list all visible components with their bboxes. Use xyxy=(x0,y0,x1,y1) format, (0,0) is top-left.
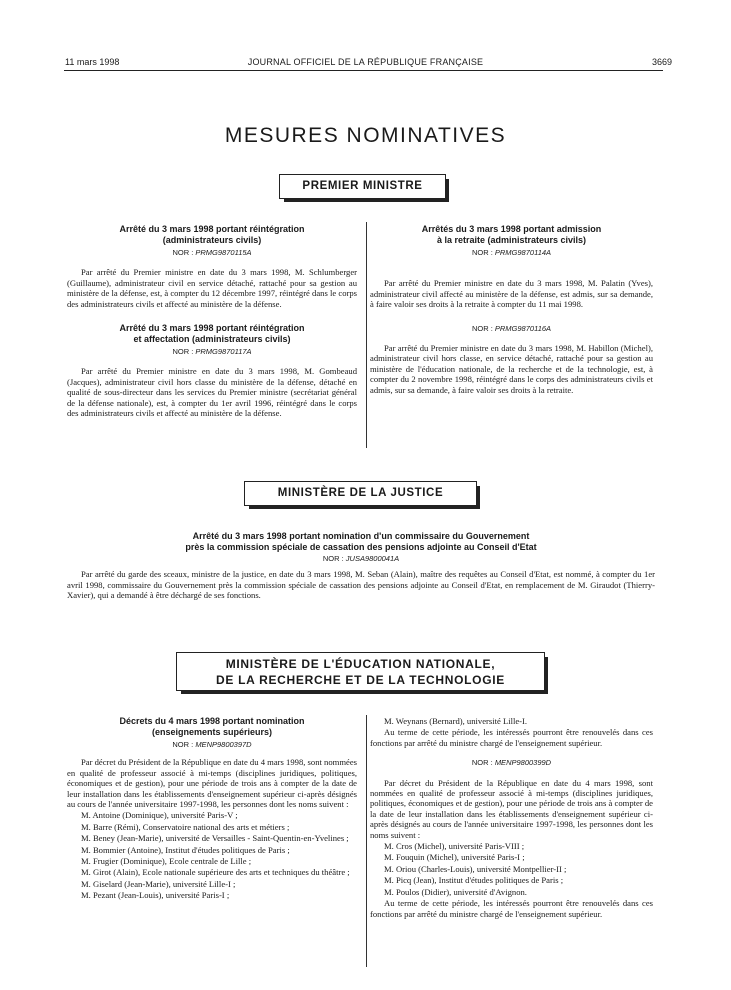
list-item: M. Beney (Jean-Marie), université de Versailles - Saint-Quentin-en-Yvelines ; xyxy=(81,833,349,844)
nor-label: NOR : xyxy=(471,323,493,333)
article-title-line: Arrêté du 3 mars 1998 portant réintégration xyxy=(119,224,305,234)
list-item: M. Frugier (Dominique), Ecole centrale de Lille ; xyxy=(81,856,252,867)
article-title-line: (enseignements supérieurs) xyxy=(151,726,273,737)
nor-label: NOR : xyxy=(172,248,194,257)
education-left-column xyxy=(67,716,357,902)
issue-date: 11 mars 1998 xyxy=(65,57,120,67)
section-label: DE LA RECHERCHE ET DE LA TECHNOLOGIE xyxy=(216,673,505,687)
list-item: M. Girot (Alain), Ecole nationale supérieure des arts et techniques du théâtre ; xyxy=(81,867,350,878)
education-right-column xyxy=(370,716,653,920)
nor-label: NOR : xyxy=(172,347,194,357)
article-body: Par arrêté du Premier ministre en date du 3 mars 1998, M. Schlumberger (Guillaume), administrateur civil en service détaché, rattaché pour sa gestion au ministère de la défense, est, à compter du 12 décembre 1997, réintégré dans le corps des administrateurs civils et affecté au ministère de la défense. xyxy=(67,267,357,309)
list-item: M. Fouquin (Michel), université Paris-I ; xyxy=(384,852,525,863)
article-title-line: Arrêté du 3 mars 1998 portant réintégration xyxy=(119,323,305,334)
article-title-line: Arrêté du 3 mars 1998 portant nomination d'un commissaire du Gouvernement xyxy=(192,531,530,541)
section-justice xyxy=(244,481,477,506)
column-separator xyxy=(366,715,367,967)
nor-reference xyxy=(67,248,357,258)
journal-title: JOURNAL OFFICIEL DE LA RÉPUBLIQUE FRANÇAISE xyxy=(247,57,484,67)
article-title-line: (administrateurs civils) xyxy=(162,234,262,245)
nor-code: PRMG9870117A xyxy=(195,347,252,357)
nor-label: NOR : xyxy=(172,740,194,749)
list-item: M. Giselard (Jean-Marie), université Lille-I ; xyxy=(81,878,236,889)
article-body: Au terme de cette période, les intéressés pourront être renouvelés dans ces fonctions par arrêté du ministre chargé de l'enseignement supérieur. xyxy=(370,727,653,748)
justice-block xyxy=(67,531,655,602)
article-title-line: Arrêtés du 3 mars 1998 portant admission xyxy=(421,224,602,234)
list-item: M. Bommier (Antoine), Institut d'études politiques de Paris ; xyxy=(81,844,290,855)
article-title xyxy=(67,323,357,344)
article-title xyxy=(67,716,357,737)
article-title-line: Décrets du 4 mars 1998 portant nomination xyxy=(119,716,305,726)
article-body: Par arrêté du Premier ministre en date du 3 mars 1998, M. Palatin (Yves), administrateur civil affecté au ministère de la défense, est admis, sur sa demande, à faire valoir ses droits à la retraite à compter du 11 mai 1998. xyxy=(370,278,653,310)
nor-reference xyxy=(370,248,653,258)
column-separator xyxy=(366,222,367,448)
article-body: Par arrêté du garde des sceaux, ministre de la justice, en date du 3 mars 1998, M. Seban (Alain), maître des requêtes au Conseil d'Etat, est nommé, à compter du 1er avril 1998, commissaire du Gouvernement près la commission spéciale de cassation des pensions adjointe au Conseil d'Etat, en remplacement de M. Giraudot (Thierry-Xavier), qui a demandé à être déchargé de ses fonctions. xyxy=(67,569,655,601)
section-education xyxy=(176,652,545,691)
list-item: M. Barre (Rémi), Conservatoire national des arts et métiers ; xyxy=(81,821,290,832)
article-body: Au terme de cette période, les intéressés pourront être renouvelés dans ces fonctions par arrêté du ministre chargé de l'enseignement supérieur. xyxy=(370,898,653,919)
page-title: MESURES NOMINATIVES xyxy=(224,124,507,147)
nor-code: PRMG9870114A xyxy=(494,248,552,257)
list-item: M. Weynans (Bernard), université Lille-I. xyxy=(384,716,528,726)
list-item: M. Antoine (Dominique), université Paris-V ; xyxy=(81,810,238,821)
article-title-line: et affectation (administrateurs civils) xyxy=(133,333,291,344)
list-item: M. Poulos (Didier), université d'Avignon. xyxy=(384,886,527,897)
nor-code: MENP9800399D xyxy=(494,758,552,768)
nor-label: NOR : xyxy=(322,554,344,563)
nor-code: PRMG9870115A xyxy=(195,248,252,257)
article-body: Par décret du Président de la République en date du 4 mars 1998, sont nommées en qualité de professeur associé à mi-temps (disciplines juridiques, politiques, économiques et de gestion), pour une période de trois ans à compter de la date de leur installation dans les établissements d'enseignement supérieur ci-après désignés au cours de l'année universitaire 1997-1998, les personnes dont les noms suivent : xyxy=(67,757,357,810)
article-body: Par arrêté du Premier ministre en date du 3 mars 1998, M. Gombeaud (Jacques), administrateur civil hors classe du ministère de la défense, détaché en qualité de sous-directeur dans les services du Premier ministre (secrétariat général de la défense nationale), est, à compter du 1er avril 1996, réintégré dans le corps des administrateurs civils et affecté au ministère de la défense. xyxy=(67,366,357,419)
list-item: M. Cros (Michel), université Paris-VIII ; xyxy=(384,841,525,852)
section-label: MINISTÈRE DE LA JUSTICE xyxy=(277,487,444,499)
page-number: 3669 xyxy=(651,57,672,67)
nominee-list xyxy=(67,810,357,900)
nor-code: PRMG9870116A xyxy=(494,323,552,333)
section-label: MINISTÈRE DE L'ÉDUCATION NATIONALE, xyxy=(225,657,496,671)
running-header xyxy=(0,57,731,71)
pm-left-column xyxy=(67,224,357,419)
nor-code: JUSA9800041A xyxy=(345,554,400,563)
article-body: Par arrêté du Premier ministre en date du 3 mars 1998, M. Habillon (Michel), administrateur civil hors classe, en service détaché, rattaché pour sa gestion au ministère de l'éducation nationale, de la recherche et de la technologie, est, à compter du 2 novembre 1998, réintégré dans le corps des administrateurs civils et admis, sur sa demande, à faire valoir ses droits à la retraite. xyxy=(370,343,653,395)
nor-label: NOR : xyxy=(471,758,493,768)
nor-reference xyxy=(370,758,653,768)
section-label: PREMIER MINISTRE xyxy=(302,180,423,192)
article-title-line: près la commission spéciale de cassation des pensions adjointe au Conseil d'Etat xyxy=(185,541,537,552)
nor-reference xyxy=(67,347,357,357)
section-premier-ministre xyxy=(279,174,446,199)
article-title xyxy=(370,224,653,245)
article-body: Par décret du Président de la République en date du 4 mars 1998, sont nommées en qualité de professeur associé à mi-temps (disciplines juridiques, politiques, économiques et de gestion), pour une période de trois ans à compter de la date de leur installation dans les établissements d'enseignement supérieur ci-après désignés au cours de l'année universitaire 1997-1998, les personnes dont les noms suivent : xyxy=(370,777,653,840)
nor-reference xyxy=(67,740,357,750)
list-item: M. Pezant (Jean-Louis), université Paris-I ; xyxy=(81,890,230,901)
header-rule xyxy=(64,70,663,71)
pm-right-column xyxy=(370,224,653,396)
article-title xyxy=(67,224,357,245)
nor-code: MENP9800397D xyxy=(195,740,252,749)
nor-reference xyxy=(370,324,653,334)
article-title xyxy=(67,531,655,552)
nor-reference xyxy=(67,554,655,564)
list-item: M. Oriou (Charles-Louis), université Montpellier-II ; xyxy=(384,863,567,874)
nor-label: NOR : xyxy=(471,248,493,257)
list-item: M. Picq (Jean), Institut d'études politiques de Paris ; xyxy=(384,875,564,886)
nominee-list xyxy=(370,841,653,897)
article-title-line: à la retraite (administrateurs civils) xyxy=(436,234,587,245)
